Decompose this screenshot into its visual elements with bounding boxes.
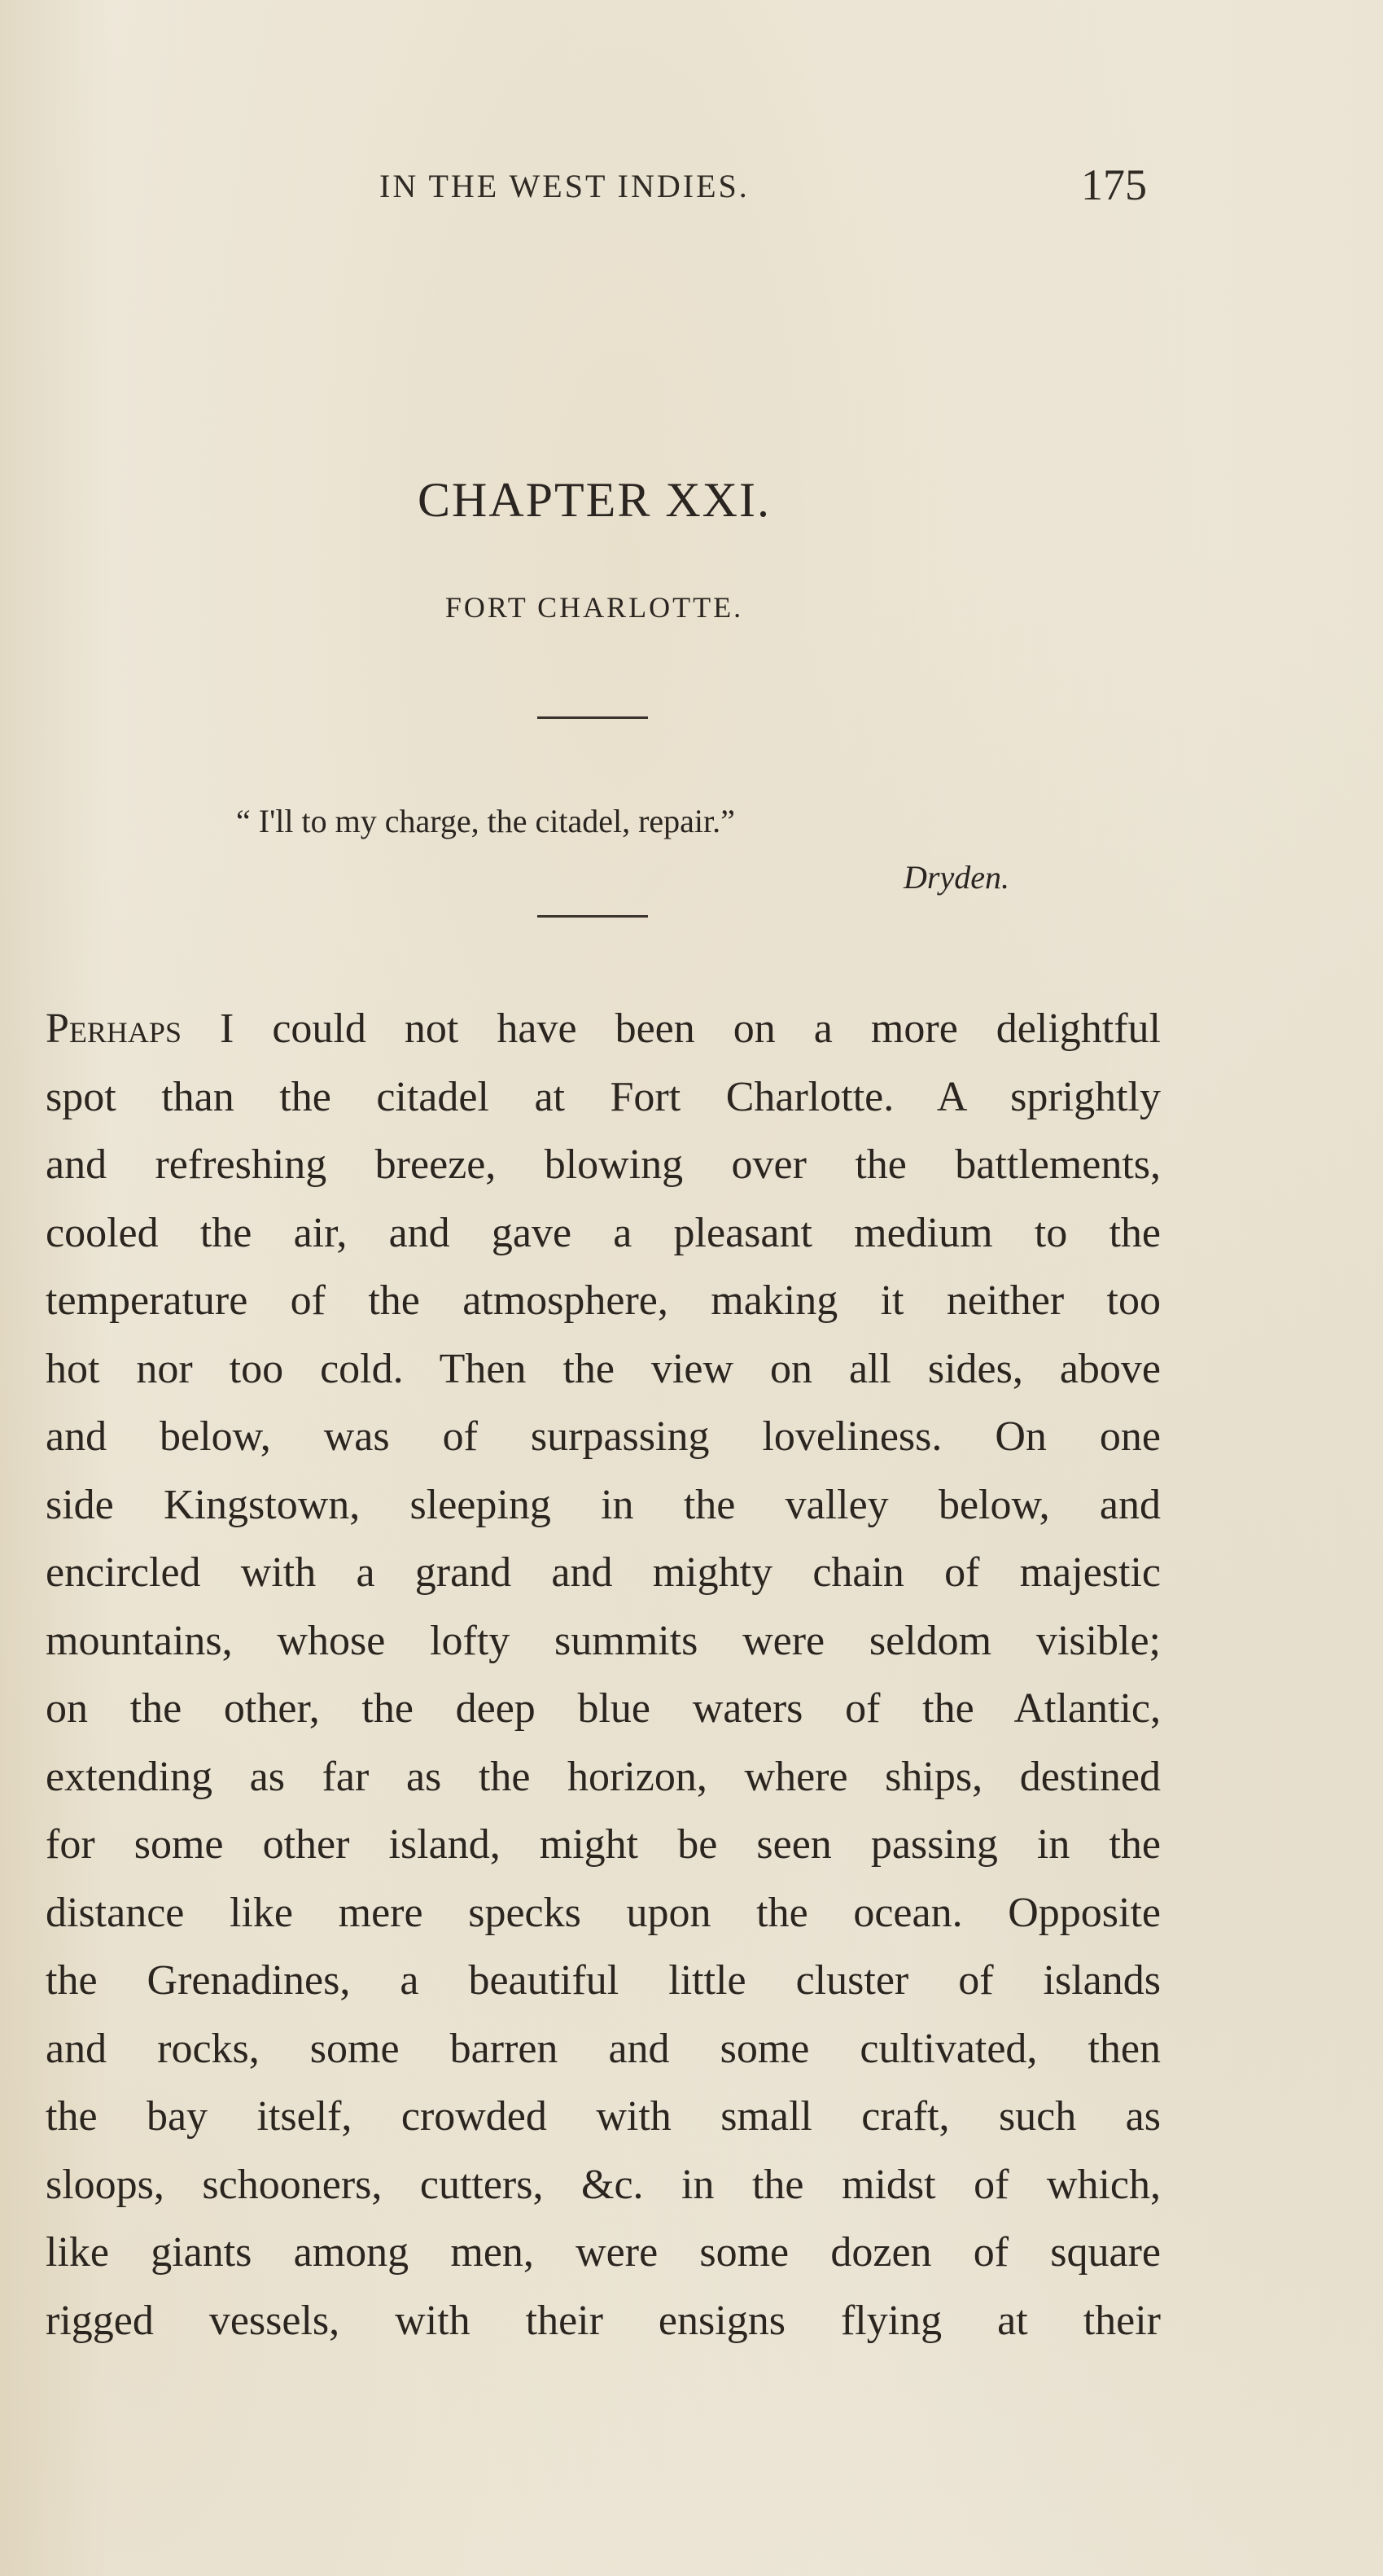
- text-line: and below, was of surpassing loveliness. On one: [46, 1413, 1161, 1460]
- text-line: side Kingstown, sleeping in the valley below, and: [46, 1481, 1161, 1528]
- body-paragraph: [46, 995, 1161, 2355]
- divider-rule: [537, 716, 648, 719]
- text-line: sloops, schooners, cutters, &c. in the midst of which,: [46, 2161, 1161, 2208]
- chapter-title: CHAPTER XXI.: [417, 473, 771, 527]
- text-line: mountains, whose lofty summits were seldom visible;: [46, 1617, 1161, 1664]
- text-line: rigged vessels, with their ensigns flying at their: [46, 2297, 1161, 2344]
- text-line: on the other, the deep blue waters of the Atlantic,: [46, 1685, 1161, 1732]
- drop-word: Perhaps: [46, 1005, 182, 1052]
- page-number: 175: [1081, 160, 1147, 209]
- text-line: cooled the air, and gave a pleasant medium to the: [46, 1209, 1161, 1256]
- text-line: [46, 995, 1161, 1063]
- text-line: the Grenadines, a beautiful little cluster of islands: [46, 1957, 1161, 2004]
- text-line: like giants among men, were some dozen of square: [46, 2229, 1161, 2276]
- text-line: spot than the citadel at Fort Charlotte. A sprightly: [46, 1073, 1161, 1120]
- running-head: IN THE WEST INDIES.: [379, 168, 750, 204]
- text-line-content: I could not have been on a more delightful: [181, 1005, 1161, 1052]
- text-line: hot nor too cold. Then the view on all sides, above: [46, 1345, 1161, 1392]
- text-line: the bay itself, crowded with small craft, such as: [46, 2093, 1161, 2140]
- epigraph-quote: “ I'll to my charge, the citadel, repair.”: [236, 803, 735, 839]
- chapter-subtitle: FORT CHARLOTTE.: [444, 591, 744, 624]
- text-line: and refreshing breeze, blowing over the battlements,: [46, 1141, 1161, 1188]
- text-line: encircled with a grand and mighty chain of majestic: [46, 1549, 1161, 1596]
- text-line: temperature of the atmosphere, making it neither too: [46, 1277, 1161, 1324]
- epigraph-author: Dryden.: [904, 859, 1009, 896]
- text-line: extending as far as the horizon, where ships, destined: [46, 1753, 1161, 1800]
- text-line: distance like mere specks upon the ocean. Opposite: [46, 1889, 1161, 1936]
- divider-rule: [537, 915, 648, 918]
- text-line: for some other island, might be seen passing in the: [46, 1821, 1161, 1868]
- text-line: and rocks, some barren and some cultivated, then: [46, 2025, 1161, 2072]
